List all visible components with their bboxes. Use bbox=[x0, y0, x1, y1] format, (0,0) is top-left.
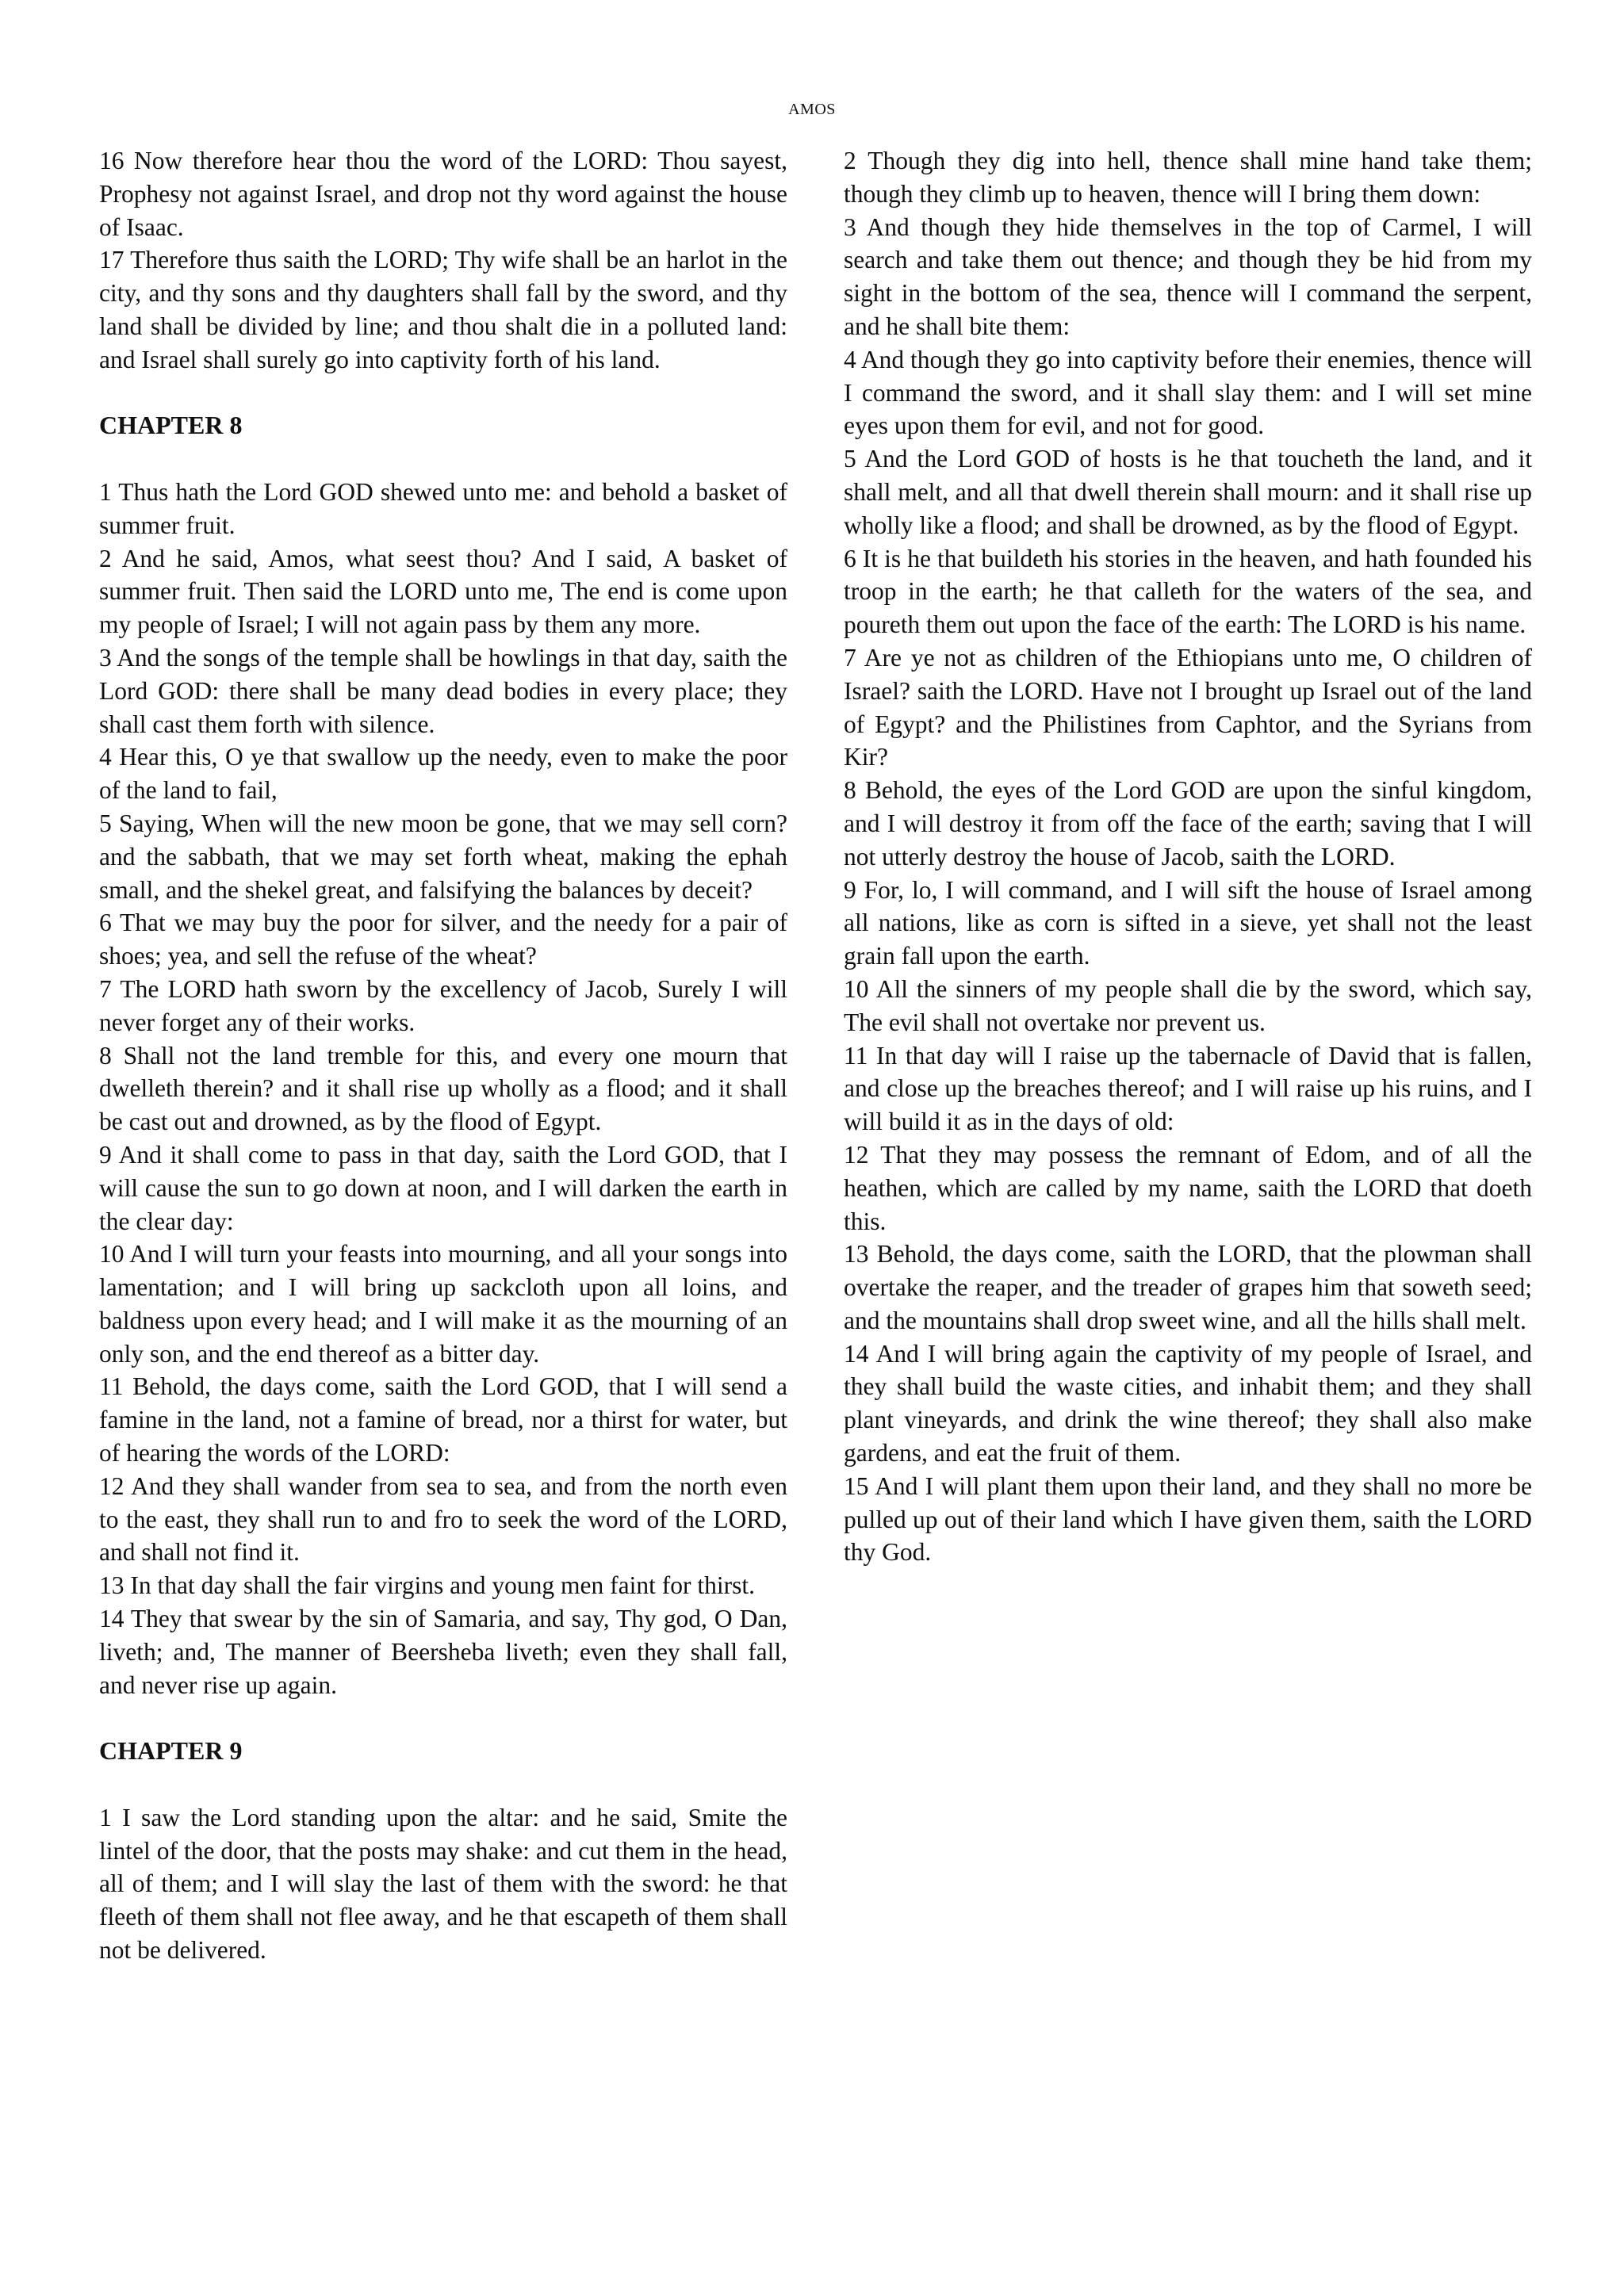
verse-7-17: 17 Therefore thus saith the LORD; Thy wife shall be an harlot in the city, and thy sons and thy daughters shall fall by the sword, and thy land shall be divided by line; and thou shalt die in a polluted land: and Israel shall surely go into captivity forth of his land. bbox=[99, 246, 787, 373]
verse-9-15: 15 And I will plant them upon their land, and they shall no more be pulled up out of their land which I have given them, saith the LORD thy God. bbox=[844, 1471, 1532, 1567]
verse-9-4: 4 And though they go into captivity before their enemies, thence will I command the sword, and it shall slay them: and I will set mine eyes upon them for evil, and not for good. bbox=[844, 345, 1532, 440]
verse-8-12: 12 And they shall wander from sea to sea, and from the north even to the east, they shall run to and fro to seek the word of the LORD, and shall not find it. bbox=[99, 1471, 787, 1567]
verse-9-6: 6 It is he that buildeth his stories in the heaven, and hath founded his troop in the earth; he that calleth for the waters of the sea, and poureth them out upon the face of the earth: The LORD is his name. bbox=[844, 544, 1532, 639]
verse-8-9: 9 And it shall come to pass in that day, saith the Lord GOD, that I will cause the sun to go down at noon, and I will darken the earth in the clear day: bbox=[99, 1140, 787, 1235]
right-column bbox=[844, 144, 1532, 1569]
verse-9-3: 3 And though they hide themselves in the top of Carmel, I will search and take them out thence; and though they be hid from my sight in the bottom of the sea, thence will I command the serpent, and he shall bite them: bbox=[844, 212, 1532, 340]
verse-8-2: 2 And he said, Amos, what seest thou? And I said, A basket of summer fruit. Then said the LORD unto me, The end is come upon my people of Israel; I will not again pass by them any more. bbox=[99, 544, 787, 639]
verse-8-10: 10 And I will turn your feasts into mourning, and all your songs into lamentation; and I will bring up sackcloth upon all loins, and baldness upon every head; and I will make it as the mourning of an only son, and the end thereof as a bitter day. bbox=[99, 1240, 787, 1368]
verse-8-5: 5 Saying, When will the new moon be gone, that we may sell corn? and the sabbath, that we may set forth wheat, making the ephah small, and the shekel great, and falsifying the balances by deceit? bbox=[99, 809, 787, 904]
verse-8-14: 14 They that swear by the sin of Samaria, and say, Thy god, O Dan, liveth; and, The manner of Beersheba liveth; even they shall fall, and never rise up again. bbox=[99, 1605, 787, 1699]
verse-9-8: 8 Behold, the eyes of the Lord GOD are upon the sinful kingdom, and I will destroy it from off the face of the earth; saving that I will not utterly destroy the house of Jacob, saith the LORD. bbox=[844, 776, 1532, 871]
chapter-8-heading: CHAPTER 8 bbox=[99, 411, 243, 440]
verse-9-1: 1 I saw the Lord standing upon the altar: and he said, Smite the lintel of the door, that the posts may shake: and cut them in the head, all of them; and I will slay the last of them with the sword: he that fleeth of them shall not flee away, and he that escapeth of them shall not be delivered. bbox=[99, 1803, 787, 1965]
verse-8-4: 4 Hear this, O ye that swallow up the needy, even to make the poor of the land to fail, bbox=[99, 743, 787, 805]
verse-9-13: 13 Behold, the days come, saith the LORD, that the plowman shall overtake the reaper, and the treader of grapes him that soweth seed; and the mountains shall drop sweet wine, and all the hills shall melt. bbox=[844, 1240, 1532, 1334]
verse-8-6: 6 That we may buy the poor for silver, and the needy for a pair of shoes; yea, and sell the refuse of the wheat? bbox=[99, 909, 787, 970]
left-column bbox=[99, 144, 787, 1967]
verse-9-11: 11 In that day will I raise up the tabernacle of David that is fallen, and close up the breaches thereof; and I will raise up his ruins, and I will build it as in the days of old: bbox=[844, 1041, 1532, 1136]
verse-9-12: 12 That they may possess the remnant of Edom, and of all the heathen, which are called by my name, saith the LORD that doeth this. bbox=[844, 1140, 1532, 1235]
verse-9-10: 10 All the sinners of my people shall die by the sword, which say, The evil shall not overtake nor prevent us. bbox=[844, 974, 1532, 1036]
verse-8-8: 8 Shall not the land tremble for this, and every one mourn that dwelleth therein? and it shall rise up wholly as a flood; and it shall be cast out and drowned, as by the flood of Egypt. bbox=[99, 1041, 787, 1136]
verse-8-3: 3 And the songs of the temple shall be howlings in that day, saith the Lord GOD: there shall be many dead bodies in every place; they shall cast them forth with silence. bbox=[99, 643, 787, 738]
verse-8-13: 13 In that day shall the fair virgins and young men faint for thirst. bbox=[99, 1571, 755, 1600]
verse-8-1: 1 Thus hath the Lord GOD shewed unto me: and behold a basket of summer fruit. bbox=[99, 477, 787, 539]
verse-9-7: 7 Are ye not as children of the Ethiopians unto me, O children of Israel? saith the LORD. Have not I brought up Israel out of the land of Egypt? and the Philistines from Caphtor, and the Syrians from Kir? bbox=[844, 643, 1532, 771]
verse-8-7: 7 The LORD hath sworn by the excellency of Jacob, Surely I will never forget any of their works. bbox=[99, 974, 787, 1036]
verse-9-9: 9 For, lo, I will command, and I will sift the house of Israel among all nations, like as corn is sifted in a sieve, yet shall not the least grain fall upon the earth. bbox=[844, 875, 1532, 970]
verse-9-5: 5 And the Lord GOD of hosts is he that toucheth the land, and it shall melt, and all that dwell therein shall mourn: and it shall rise up wholly like a flood; and shall be drowned, as by the flood of Egypt. bbox=[844, 445, 1532, 539]
verse-9-14: 14 And I will bring again the captivity of my people of Israel, and they shall build the waste cities, and inhabit them; and they shall plant vineyards, and drink the wine thereof; they shall also make gardens, and eat the fruit of them. bbox=[844, 1339, 1532, 1468]
chapter-9-heading: CHAPTER 9 bbox=[99, 1736, 243, 1766]
verse-9-2: 2 Though they dig into hell, thence shall mine hand take them; though they climb up to heaven, thence will I bring them down: bbox=[844, 147, 1532, 208]
verse-8-11: 11 Behold, the days come, saith the Lord GOD, that I will send a famine in the land, not a famine of bread, nor a thirst for water, but of hearing the words of the LORD: bbox=[99, 1372, 787, 1468]
running-header: AMOS bbox=[788, 101, 836, 118]
verse-7-16: 16 Now therefore hear thou the word of the LORD: Thou sayest, Prophesy not against Israel, and drop not thy word against the house of Isaac. bbox=[99, 147, 787, 241]
